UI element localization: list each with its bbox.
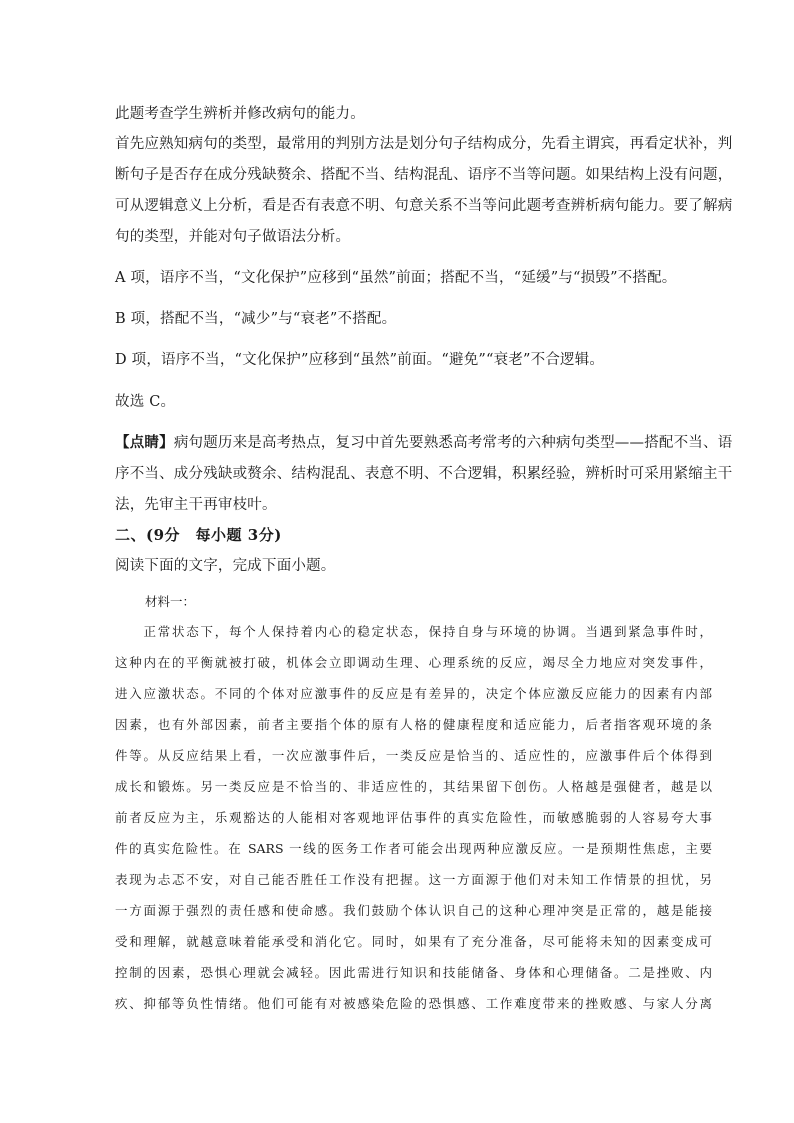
passage-line: 这种内在的平衡就被打破，机体会立即调动生理、心理系统的反应，竭尽全力地应对突发事件， <box>115 655 712 670</box>
analysis-paragraph-line: 断句子是否存在成分残缺赘余、搭配不当、结构混乱、语序不当等问题。如果结构上没有问题， <box>115 167 733 183</box>
tip-paragraph-line: 序不当、成分残缺或赘余、结构混乱、表意不明、不合逻辑，积累经验，辨析时可采用紧缩主干 <box>115 466 733 482</box>
passage-line: 进入应激状态。不同的个体对应激事件的反应是有差异的，决定个体应激反应能力的因素有内部 <box>115 686 712 701</box>
passage-line: 控制的因素，恐惧心理就会减轻。因此需进行知识和技能储备、身体和心理储备。二是挫败、内 <box>115 965 712 980</box>
passage-line: 件等。从反应结果上看，一次应激事件后，一类反应是恰当的、适应性的，应激事件后个体得到 <box>115 748 712 763</box>
material-label: 材料一： <box>145 594 196 609</box>
passage-line: 一方面源于强烈的责任感和使命感。我们鼓励个体认识自己的这种心理冲突是正常的，越是能接 <box>115 903 712 918</box>
passage-line: 因素，也有外部因素，前者主要指个体的原有人格的健康程度和适应能力，后者指客观环境的条 <box>115 717 712 732</box>
analysis-intro: 此题考查学生辨析并修改病句的能力。 <box>115 106 365 122</box>
passage-line: 疚、抑郁等负性情绪。他们可能有对被感染危险的恐惧感、工作难度带来的挫败感、与家人分离 <box>115 996 712 1011</box>
tip-text: 病句题历来是高考热点，复习中首先要熟悉高考常考的六种病句类型——搭配不当、语 <box>173 435 733 451</box>
passage-line: 件的真实危险性。在 SARS 一线的医务工作者可能会出现两种应激反应。一是预期性焦虑，主要 <box>115 841 712 856</box>
tip-label: 【点睛】 <box>115 434 174 451</box>
analysis-paragraph-line: 可从逻辑意义上分析，看是否有表意不明、句意关系不当等问此题考查辨析病句能力。要了解病 <box>115 198 733 214</box>
reading-instruction: 阅读下面的文字，完成下面小题。 <box>115 558 336 574</box>
passage-line: 受和理解，就越意味着能承受和消化它。同时，如果有了充分准备，尽可能将未知的因素变成可 <box>115 934 712 949</box>
analysis-paragraph-line: 句的类型，并能对句子做语法分析。 <box>115 229 351 245</box>
tip-paragraph-line <box>115 433 732 453</box>
option-b-explanation: B 项，搭配不当，“减少”与“衰老”不搭配。 <box>115 311 397 327</box>
passage-line: 正常状态下，每个人保持着内心的稳定状态，保持自身与环境的协调。当遇到紧急事件时， <box>115 624 712 639</box>
tip-paragraph-line: 法，先审主干再审枝叶。 <box>115 497 277 513</box>
analysis-paragraph-line: 首先应熟知病句的类型，最常用的判别方法是划分句子结构成分，先看主谓宾，再看定状补，判 <box>115 136 733 152</box>
passage-line: 前者反应为主，乐观豁达的人能相对客观地评估事件的真实危险性，而敏感脆弱的人容易夸大事 <box>115 810 712 825</box>
section-heading: 二、(9分 每小题 3分) <box>115 526 282 544</box>
option-d-explanation: D 项，语序不当，“文化保护”应移到“虽然”前面。“避免”“衰老”不合逻辑。 <box>115 352 605 368</box>
option-a-explanation: A 项，语序不当，“文化保护”应移到“虽然”前面；搭配不当，“延缓”与“损毁”不搭配。 <box>115 270 677 286</box>
passage-line: 成长和锻炼。另一类反应是不恰当的、非适应性的，其结果留下创伤。人格越是强健者，越是以 <box>115 779 712 794</box>
answer-line: 故选 C。 <box>115 394 176 410</box>
passage-line: 表现为忐忑不安，对自己能否胜任工作没有把握。这一方面源于他们对未知工作情景的担忧，另 <box>115 872 712 887</box>
